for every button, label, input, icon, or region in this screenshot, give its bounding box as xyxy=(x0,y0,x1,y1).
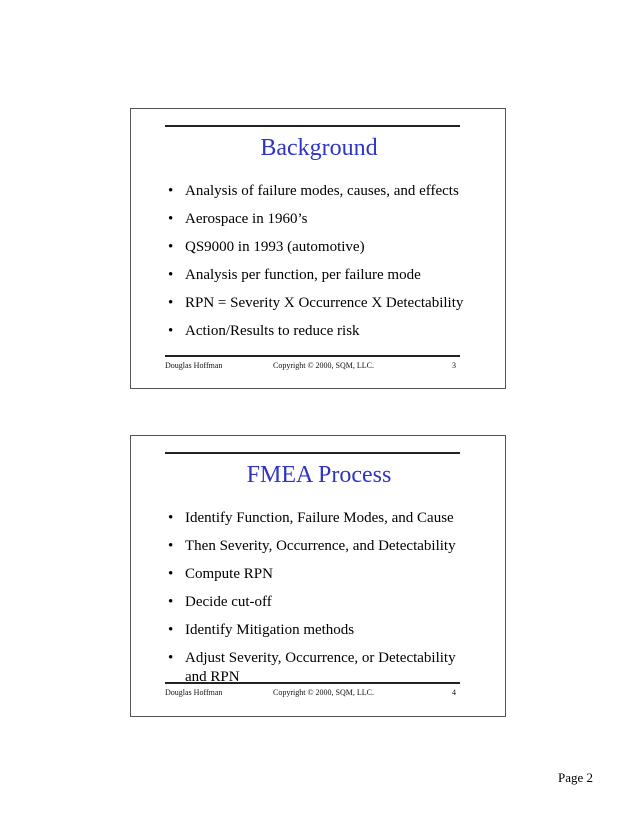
slide-title: FMEA Process xyxy=(246,462,392,488)
bullet-dot: • xyxy=(168,510,174,526)
bullet-dot: • xyxy=(168,650,174,666)
bullet-item: • RPN = Severity X Occurrence X Detectability xyxy=(168,295,464,311)
bullet-dot: • xyxy=(168,295,174,311)
bullet-list xyxy=(168,182,488,350)
footer-rule xyxy=(165,682,460,684)
bullet-dot: • xyxy=(168,267,174,283)
bullet-item: • Analysis per function, per failure mode xyxy=(168,267,421,283)
slide-3 xyxy=(130,108,506,389)
title-rule xyxy=(165,125,460,127)
bullet-dot: • xyxy=(168,211,174,227)
bullet-item: • Aerospace in 1960’s xyxy=(168,211,308,227)
bullet-dot: • xyxy=(168,622,174,638)
bullet-item: • Identify Function, Failure Modes, and Cause xyxy=(168,510,454,526)
bullet-dot: • xyxy=(168,183,174,199)
bullet-dot: • xyxy=(168,594,174,610)
footer-copyright: Copyright © 2000, SQM, LLC. xyxy=(273,688,374,697)
bullet-item: • Decide cut-off xyxy=(168,594,272,610)
slide-number: 4 xyxy=(452,688,456,697)
bullet-item: • Action/Results to reduce risk xyxy=(168,323,360,339)
bullet-dot: • xyxy=(168,239,174,255)
page-number: Page 2 xyxy=(557,770,593,785)
footer-author: Douglas Hoffman xyxy=(165,361,223,370)
title-rule xyxy=(165,452,460,454)
bullet-list xyxy=(168,509,488,696)
footer-rule xyxy=(165,355,460,357)
bullet-dot: • xyxy=(168,538,174,554)
slide-title: Background xyxy=(260,135,378,161)
footer-author: Douglas Hoffman xyxy=(165,688,223,697)
bullet-item: • Identify Mitigation methods xyxy=(168,622,355,638)
bullet-item: • Compute RPN xyxy=(168,566,273,582)
bullet-item: • Analysis of failure modes, causes, and effects xyxy=(168,183,459,199)
bullet-item: • QS9000 in 1993 (automotive) xyxy=(168,239,365,255)
footer-copyright: Copyright © 2000, SQM, LLC. xyxy=(273,361,374,370)
bullet-dot: • xyxy=(168,566,174,582)
bullet-item: • Adjust Severity, Occurrence, or Detectability and RPN xyxy=(168,650,456,685)
bullet-dot: • xyxy=(168,323,174,339)
slide-number: 3 xyxy=(452,361,456,370)
slide-4 xyxy=(130,435,506,717)
bullet-item: • Then Severity, Occurrence, and Detectability xyxy=(168,538,456,554)
